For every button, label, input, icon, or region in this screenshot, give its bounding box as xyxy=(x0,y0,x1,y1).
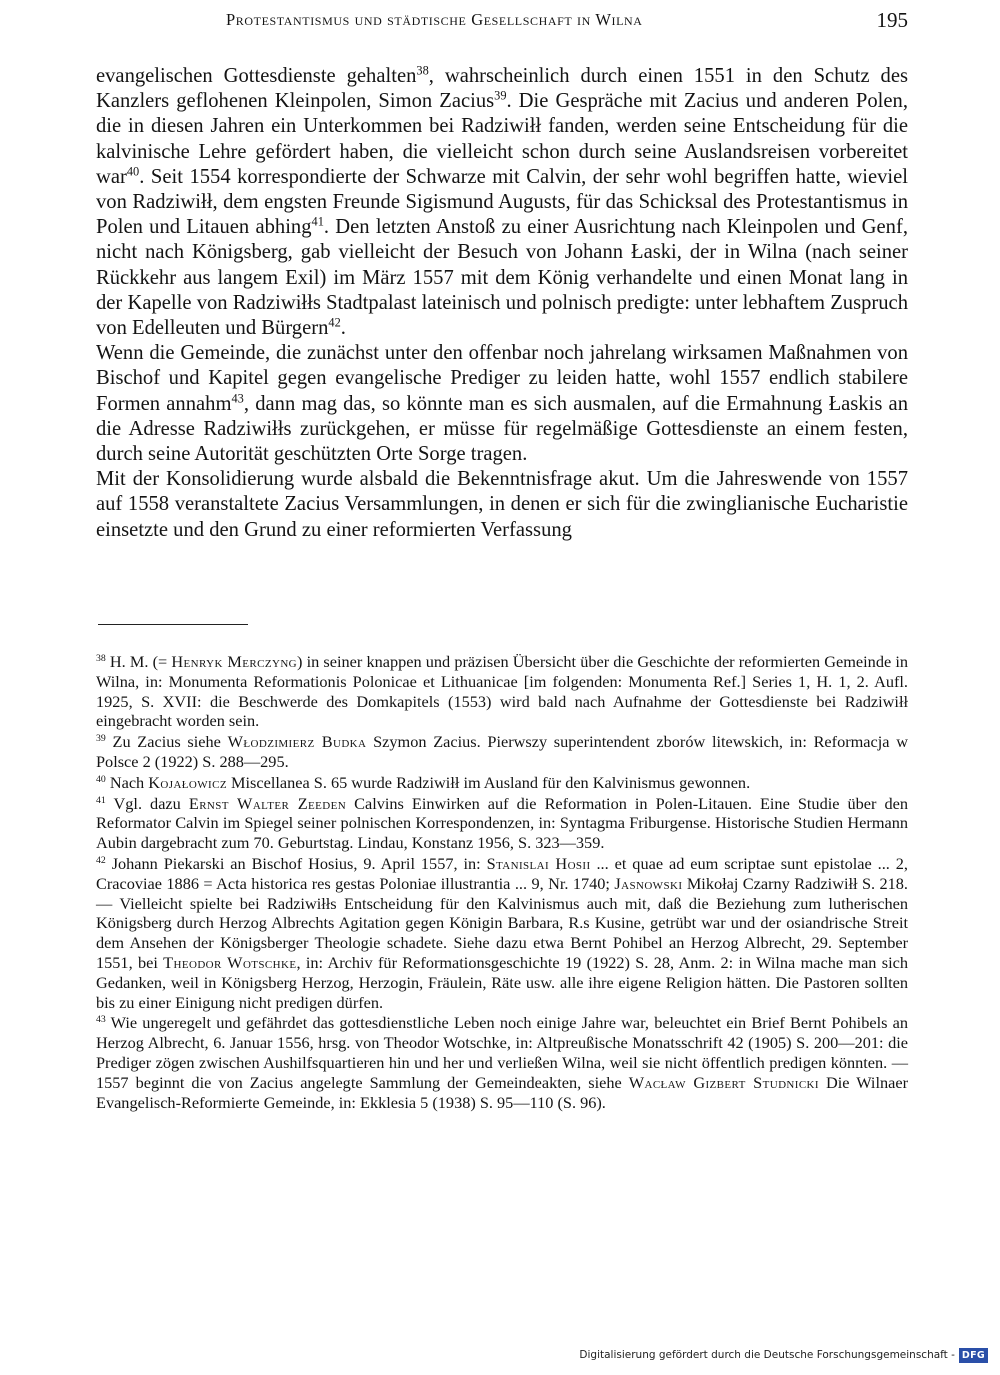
text-run: Szymon Zacius. Pierwszy superintendent zborów litewskich, in: Reformacja w Polsce 2 (1922) S. 288—295. xyxy=(96,732,909,771)
digitization-footer xyxy=(579,1345,988,1365)
text-run: Miscellanea S. 65 wurde Radziwiłł im Ausland für den Kalvinismus gewonnen. xyxy=(226,772,751,792)
footnote-number: 40 xyxy=(96,773,106,785)
footnote-ref: 43 xyxy=(231,391,244,406)
text-run: Nach xyxy=(105,772,149,792)
text-run: Mit der Konsolidierung wurde alsbald die Bekenntnisfrage akut. Um die Jahreswende von 1557 auf 1558 veranstaltete Zacius Versammlungen, in denen er sich für die zwinglianische Eucharistie einsetzte und den Grund zu einer reformierten Verfassung xyxy=(96,468,908,541)
footnote-number: 39 xyxy=(96,733,106,745)
text-run: . xyxy=(340,317,346,340)
paragraph xyxy=(96,467,908,543)
author-name: Henryk Merczyng xyxy=(171,652,298,671)
footnote-number: 42 xyxy=(96,855,106,867)
dfg-logo-icon: DFG xyxy=(959,1348,988,1363)
footnote xyxy=(96,732,908,772)
footnote xyxy=(96,794,908,853)
footnote-ref: 38 xyxy=(416,63,429,78)
footnote-ref: 41 xyxy=(311,214,324,229)
author-name: Stanislai Hosii xyxy=(486,853,591,873)
paragraph xyxy=(96,64,908,341)
footnote xyxy=(96,1013,908,1112)
text-run: Die Wilnaer Evangelisch-Reformierte Gemeinde, in: Ekklesia 5 (1938) S. 95—110 (S. 96). xyxy=(96,1072,908,1112)
footnote-number: 38 xyxy=(96,653,106,665)
running-title: Protestantismus und städtische Gesellschaft in Wilna xyxy=(226,10,643,29)
text-run: evangelischen Gottesdienste gehalten xyxy=(96,65,417,87)
text-run: Zu Zacius siehe xyxy=(105,732,228,752)
footer-text: Digitalisierung gefördert durch die Deutsche Forschungsgemeinschaft - xyxy=(579,1349,955,1361)
footnotes xyxy=(96,652,908,1113)
text-run: . Seit 1554 korrespondierte der Schwarze mit Calvin, der sehr wohl begriffen hatte, wieviel von Radziwiłł, dem engsten Freunde Sigismund Augusts, für das Schicksal des Protestantismus in Polen und Litauen abhing xyxy=(96,165,908,239)
footnote-number: 43 xyxy=(96,1014,106,1026)
author-name: Włodzimierz Budka xyxy=(227,732,367,752)
author-name: Jasnowski xyxy=(614,873,683,893)
text-run: Johann Piekarski an Bischof Hosius, 9. April 1557, in: xyxy=(105,853,487,873)
text-run: , wahrscheinlich durch einen 1551 in den Schutz des Kanzlers geflohenen Kleinpolen, Simon Zacius xyxy=(96,65,909,113)
footnote xyxy=(96,854,908,1012)
text-run: . Den letzten Anstoß zu einer Ausrichtung nach Kleinpolen und Genf, nicht nach Königsberg, gab vielleicht der Besuch von Johann Łaski, der in Wilna (nach seiner Rückkehr aus langem Exil) im März 1557 mit dem König verhandelte und einen Monat lang in der Kapelle von Radziwiłłs Stadtpalast lateinisch und polnisch predigte: unter lebhaftem Zuspruch von Edelleuten und Bürgern xyxy=(96,216,908,340)
text-run: Calvins Einwirken auf die Reformation in Polen-Litauen. Eine Studie über den Reformator Calvin im Spiegel seiner polnischen Korrespondenzen, in: Syntagma Friburgense. Historische Studien Hermann Aubin dargebracht zum 70. Geburtstag. Lindau, Konstanz 1956, S. 323—359. xyxy=(96,793,908,853)
text-run: H. M. (= xyxy=(105,652,172,671)
text-run: . Die Gespräche mit Zacius und anderen Polen, die in diesen Jahren ein Unterkommen bei Radziwiłł fanden, werden seine Entscheidung für die kalvinische Lehre gefördert haben, die vielleicht schon durch seine Auslandsreisen vorbereitet war xyxy=(96,90,908,188)
author-name: Wacław Gizbert Studnicki xyxy=(628,1072,819,1092)
footnote xyxy=(96,773,908,793)
footnote xyxy=(96,652,908,731)
text-run: , dann mag das, so könnte man es sich ausmalen, auf die Ermahnung Łaskis an die Adresse Radziwiłłs zurückgehen, er müsse für regelmäßige Gottesdienste an einem festen, durch seine Autorität geschützten Orte Sorge tragen. xyxy=(96,392,908,466)
page-header xyxy=(96,8,908,34)
footnote-number: 41 xyxy=(96,794,106,806)
author-name: Kojałowicz xyxy=(148,772,227,792)
text-run: Wie ungeregelt und gefährdet das gottesdienstliche Leben noch einige Jahre war, beleuchtet ein Brief Bernt Pohibels an Herzog Albrecht, 6. Januar 1556, hrsg. von Theodor Wotschke, in: Altpreußische Monatsschrift 42 (1905) S. 200—201: die Prediger zögen zwischen Aushilfsquartieren hin und her und verließen Wilna, weil sie nicht öffentlich predigen könnten. — 1557 beginnt die von Zacius angelegte Sammlung der Gemeindeakten, siehe xyxy=(96,1013,908,1092)
text-run: ... et quae ad eum scriptae sunt epistolae ... 2, Cracoviae 1886 = Acta historica res gestas Poloniae illustrantia ... 9, Nr. 1740; xyxy=(96,853,908,893)
text-run: ) in seiner knappen und präzisen Übersicht über die Geschichte der reformierten Gemeinde in Wilna, in: Monumenta Reformationis Polonicae et Lithuanicae [im folgenden: Monumenta Ref.] Series 1, H. 1, 2. Aufl. 1925, S. XVII: die Beschwerde des Domkapitels (1553) wird bald nach Aufnahme der Gottesdienste bei Radziwiłł eingebracht worden sein. xyxy=(96,652,909,731)
text-run: Wenn die Gemeinde, die zunächst unter den offenbar noch jahrelang wirksamen Maßnahmen von Bischof und Kapitel gegen evangelische Prediger zu leiden hatte, wohl 1557 endlich stabilere Formen annahm xyxy=(96,342,908,415)
footnote-rule xyxy=(98,624,248,625)
text-run: , in: Archiv für Reformationsgeschichte 19 (1922) S. 28, Anm. 2: in Wilna mache man sich Gedanken, weil in Königsberg Herzog, Herzogin, Fräulein, Räte usw. alle ihre eigene Religion hätten. Die Pastoren sollten bis zu einer Einigung nicht predigen dürfen. xyxy=(96,952,908,1012)
text-run: Vgl. dazu xyxy=(105,793,189,813)
author-name: Theodor Wotschke xyxy=(163,952,297,972)
footnote-ref: 40 xyxy=(126,164,140,179)
footnote-ref: 42 xyxy=(328,315,341,330)
text-run: Mikołaj Czarny Radziwiłł S. 218. — Vielleicht spielte bei Radziwiłłs Entscheidung für den Kalvinismus auch mit, daß die Beziehung zum lutherischen Königsberg durch Herzog Albrechts Agitation gegen Königin Barbara, R.s Kusine, getrübt war und der osiandrische Streit dem Ansehen der Königsberger Theologie schadete. Siehe dazu etwa Bernt Pohibel an Herzog Albrecht, 29. September 1551, bei xyxy=(96,873,909,972)
paragraph xyxy=(96,341,908,467)
main-text xyxy=(96,64,908,543)
page-number: 195 xyxy=(876,8,908,32)
footnote-ref: 39 xyxy=(494,88,507,103)
author-name: Ernst Walter Zeeden xyxy=(188,793,347,813)
